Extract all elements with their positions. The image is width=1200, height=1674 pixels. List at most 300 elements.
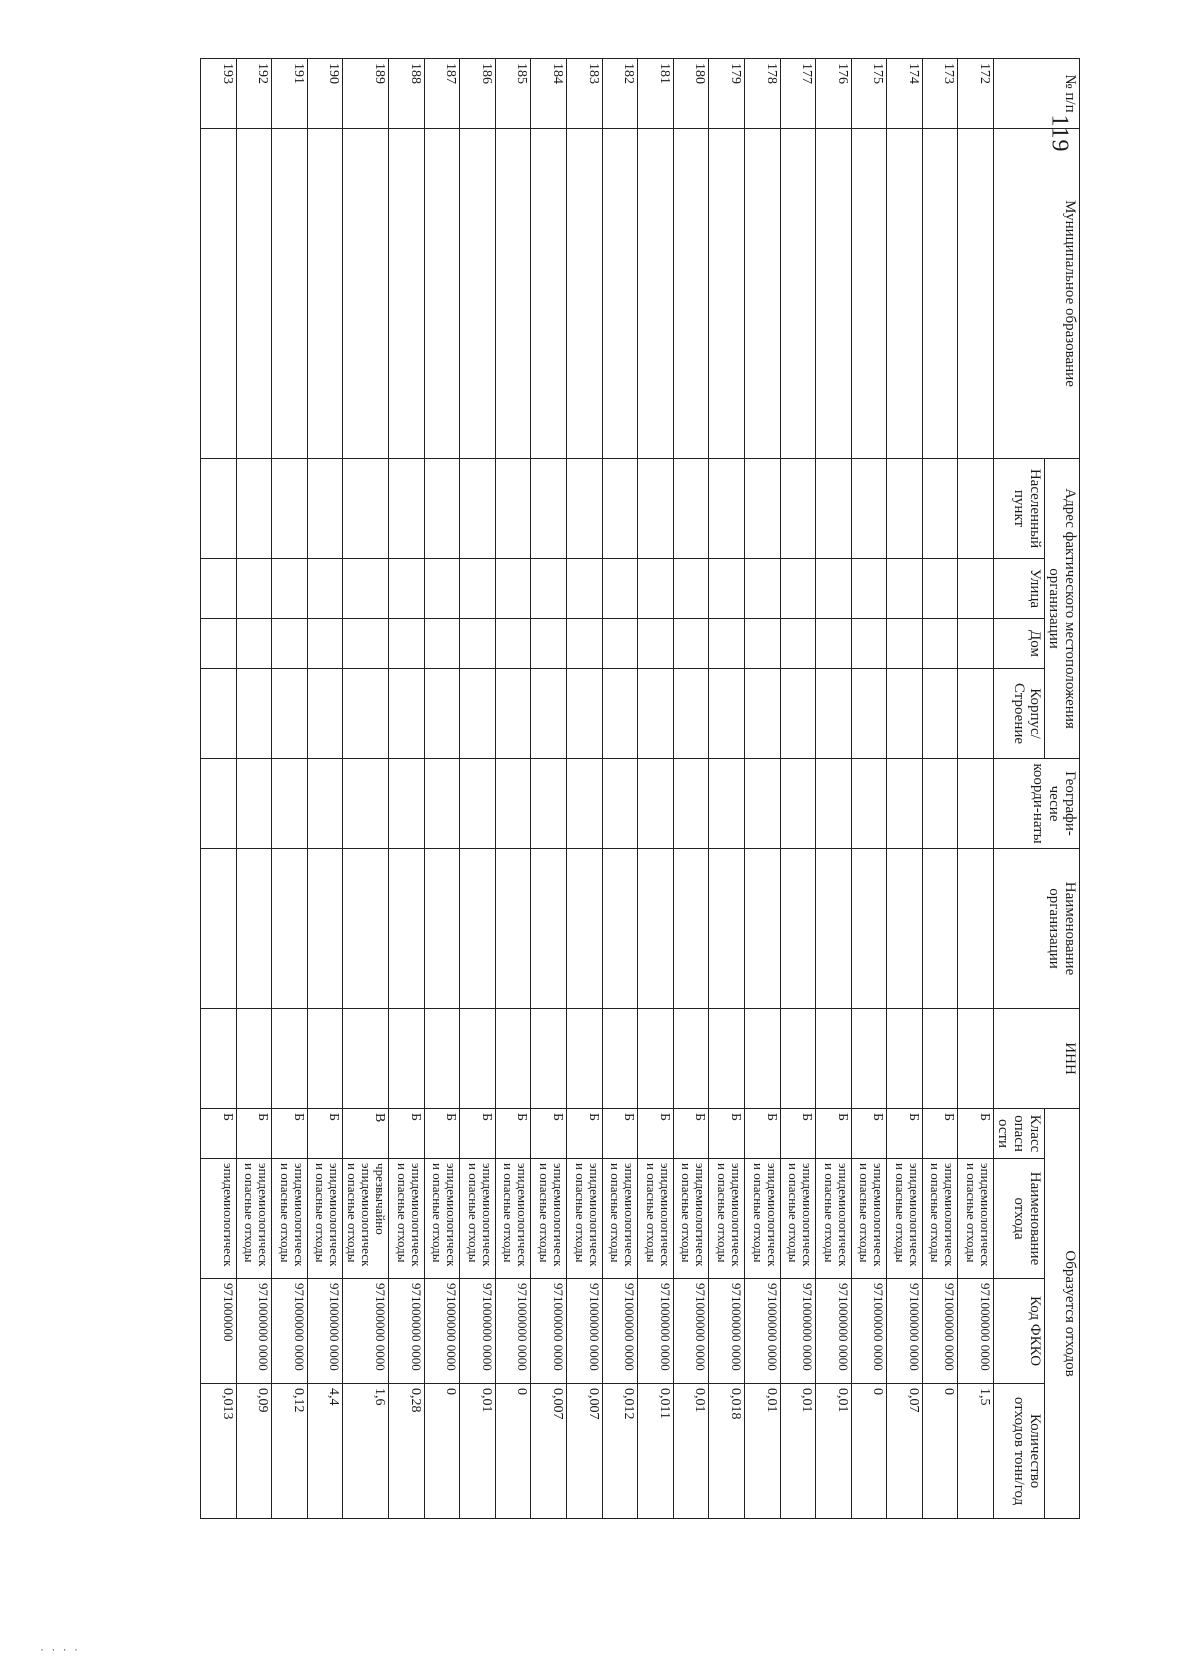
cell-org-name (922, 849, 958, 1009)
cell-org-name (567, 849, 603, 1009)
cell-waste-name: эпидемиологическ и опасные отходы (958, 1159, 994, 1279)
cell-coords (531, 759, 567, 849)
cell-coords (887, 759, 923, 849)
cell-municipality (673, 129, 709, 459)
cell-settlement (958, 459, 994, 559)
cell-no: 192 (236, 59, 272, 129)
cell-fkko-code: 971000000 0000 (389, 1279, 425, 1384)
cell-fkko-code: 971000000 0000 (567, 1279, 603, 1384)
cell-no: 174 (887, 59, 923, 129)
cell-no: 180 (673, 59, 709, 129)
cell-house (958, 619, 994, 669)
cell-house (567, 619, 603, 669)
table-row (201, 59, 237, 1519)
cell-no: 190 (307, 59, 343, 129)
cell-hazard-class: Б (816, 1109, 852, 1159)
cell-no: 183 (567, 59, 603, 129)
cell-inn (816, 1009, 852, 1109)
cell-hazard-class: Б (201, 1109, 237, 1159)
cell-street (602, 559, 638, 619)
cell-house (673, 619, 709, 669)
cell-org-name (201, 849, 237, 1009)
cell-municipality (389, 129, 425, 459)
cell-building (958, 669, 994, 759)
cell-waste-name: эпидемиологическ и опасные отходы (922, 1159, 958, 1279)
waste-register-table (200, 58, 1080, 1519)
cell-inn (236, 1009, 272, 1109)
cell-inn (887, 1009, 923, 1109)
cell-waste-name: эпидемиологическ и опасные отходы (567, 1159, 603, 1279)
cell-street (389, 559, 425, 619)
cell-municipality (424, 129, 460, 459)
header-building: Корпус/ Строение (994, 669, 1045, 759)
table-body (201, 59, 994, 1519)
cell-street (272, 559, 308, 619)
cell-street (567, 559, 603, 619)
table-row (673, 59, 709, 1519)
cell-waste-name: эпидемиологическ и опасные отходы (389, 1159, 425, 1279)
cell-waste-name: эпидемиологическ и опасные отходы (780, 1159, 816, 1279)
cell-org-name (638, 849, 674, 1009)
cell-fkko-code: 971000000 0000 (851, 1279, 887, 1384)
cell-fkko-code: 971000000 (201, 1279, 237, 1384)
cell-quantity: 1,5 (958, 1384, 994, 1519)
cell-coords (567, 759, 603, 849)
cell-no: 181 (638, 59, 674, 129)
cell-municipality (958, 129, 994, 459)
cell-building (495, 669, 531, 759)
cell-settlement (495, 459, 531, 559)
cell-settlement (236, 459, 272, 559)
cell-org-name (531, 849, 567, 1009)
cell-municipality (887, 129, 923, 459)
cell-no: 188 (389, 59, 425, 129)
header-hazard-class: Класс опасн ости (994, 1109, 1045, 1159)
cell-inn (201, 1009, 237, 1109)
cell-coords (424, 759, 460, 849)
table-row (851, 59, 887, 1519)
cell-waste-name: эпидемиологическ и опасные отходы (709, 1159, 745, 1279)
table-row (343, 59, 389, 1519)
cell-settlement (343, 459, 389, 559)
cell-org-name (307, 849, 343, 1009)
cell-quantity: 0,28 (389, 1384, 425, 1519)
cell-org-name (272, 849, 308, 1009)
table-row (424, 59, 460, 1519)
cell-quantity: 0,01 (460, 1384, 496, 1519)
cell-inn (424, 1009, 460, 1109)
cell-org-name (887, 849, 923, 1009)
cell-hazard-class: Б (958, 1109, 994, 1159)
cell-street (780, 559, 816, 619)
cell-hazard-class: Б (851, 1109, 887, 1159)
cell-inn (343, 1009, 389, 1109)
cell-house (851, 619, 887, 669)
cell-hazard-class: Б (389, 1109, 425, 1159)
cell-fkko-code: 971000000 0000 (673, 1279, 709, 1384)
cell-house (424, 619, 460, 669)
cell-quantity: 0,007 (531, 1384, 567, 1519)
cell-settlement (460, 459, 496, 559)
cell-no: 177 (780, 59, 816, 129)
cell-hazard-class: Б (709, 1109, 745, 1159)
cell-street (460, 559, 496, 619)
cell-street (816, 559, 852, 619)
cell-street (307, 559, 343, 619)
cell-org-name (780, 849, 816, 1009)
cell-quantity: 0 (495, 1384, 531, 1519)
table-row (816, 59, 852, 1519)
cell-coords (780, 759, 816, 849)
cell-no: 185 (495, 59, 531, 129)
cell-org-name (495, 849, 531, 1009)
cell-coords (201, 759, 237, 849)
cell-org-name (673, 849, 709, 1009)
cell-house (272, 619, 308, 669)
cell-coords (744, 759, 780, 849)
cell-quantity: 0,012 (602, 1384, 638, 1519)
cell-street (531, 559, 567, 619)
cell-no: 178 (744, 59, 780, 129)
cell-coords (602, 759, 638, 849)
cell-street (922, 559, 958, 619)
cell-hazard-class: Б (424, 1109, 460, 1159)
cell-org-name (424, 849, 460, 1009)
cell-fkko-code: 971000000 0000 (531, 1279, 567, 1384)
cell-quantity: 1,6 (343, 1384, 389, 1519)
cell-building (531, 669, 567, 759)
cell-settlement (851, 459, 887, 559)
cell-settlement (744, 459, 780, 559)
cell-fkko-code: 971000000 0000 (460, 1279, 496, 1384)
cell-municipality (567, 129, 603, 459)
cell-coords (709, 759, 745, 849)
table-row (307, 59, 343, 1519)
cell-quantity: 0,12 (272, 1384, 308, 1519)
cell-municipality (816, 129, 852, 459)
cell-no: 191 (272, 59, 308, 129)
cell-municipality (638, 129, 674, 459)
cell-settlement (887, 459, 923, 559)
cell-quantity: 0,01 (816, 1384, 852, 1519)
cell-building (780, 669, 816, 759)
cell-municipality (531, 129, 567, 459)
cell-hazard-class: Б (744, 1109, 780, 1159)
cell-street (424, 559, 460, 619)
header-street: Улица (994, 559, 1045, 619)
cell-hazard-class: Б (638, 1109, 674, 1159)
cell-no: 186 (460, 59, 496, 129)
cell-waste-name: эпидемиологическ и опасные отходы (531, 1159, 567, 1279)
cell-hazard-class: Б (460, 1109, 496, 1159)
page-number: 119 (1046, 114, 1073, 153)
cell-hazard-class: В (343, 1109, 389, 1159)
cell-building (887, 669, 923, 759)
cell-waste-name: эпидемиологическ и опасные отходы (638, 1159, 674, 1279)
cell-street (495, 559, 531, 619)
cell-quantity: 0 (424, 1384, 460, 1519)
cell-waste-name: эпидемиологическ и опасные отходы (816, 1159, 852, 1279)
table-row (744, 59, 780, 1519)
table-row (460, 59, 496, 1519)
cell-fkko-code: 971000000 0000 (709, 1279, 745, 1384)
cell-municipality (343, 129, 389, 459)
cell-hazard-class: Б (236, 1109, 272, 1159)
cell-house (236, 619, 272, 669)
cell-building (744, 669, 780, 759)
cell-municipality (201, 129, 237, 459)
cell-settlement (922, 459, 958, 559)
table-row (780, 59, 816, 1519)
cell-street (673, 559, 709, 619)
cell-house (495, 619, 531, 669)
cell-settlement (389, 459, 425, 559)
cell-fkko-code: 971000000 0000 (638, 1279, 674, 1384)
cell-fkko-code: 971000000 0000 (424, 1279, 460, 1384)
cell-building (343, 669, 389, 759)
header-inn: ИНН (994, 1009, 1080, 1109)
cell-fkko-code: 971000000 0000 (343, 1279, 389, 1384)
cell-no: 179 (709, 59, 745, 129)
cell-quantity: 0,007 (567, 1384, 603, 1519)
cell-settlement (673, 459, 709, 559)
cell-coords (343, 759, 389, 849)
cell-hazard-class: Б (922, 1109, 958, 1159)
cell-building (673, 669, 709, 759)
cell-building (424, 669, 460, 759)
cell-inn (495, 1009, 531, 1109)
cell-quantity: 0,01 (780, 1384, 816, 1519)
table-row (236, 59, 272, 1519)
table-row (922, 59, 958, 1519)
cell-waste-name: эпидемиологическ и опасные отходы (602, 1159, 638, 1279)
cell-quantity: 0 (851, 1384, 887, 1519)
cell-fkko-code: 971000000 0000 (887, 1279, 923, 1384)
cell-waste-name: эпидемиологическ и опасные отходы (236, 1159, 272, 1279)
cell-hazard-class: Б (307, 1109, 343, 1159)
table-row (958, 59, 994, 1519)
header-coords: Географи-чесие коорди-наты (994, 759, 1080, 849)
cell-building (307, 669, 343, 759)
cell-house (709, 619, 745, 669)
cell-house (343, 619, 389, 669)
cell-waste-name: эпидемиологическ и опасные отходы (272, 1159, 308, 1279)
cell-street (744, 559, 780, 619)
header-waste-name: Наименование отхода (994, 1159, 1045, 1279)
cell-coords (673, 759, 709, 849)
cell-no: 172 (958, 59, 994, 129)
cell-building (709, 669, 745, 759)
cell-no: 176 (816, 59, 852, 129)
cell-org-name (389, 849, 425, 1009)
cell-fkko-code: 971000000 0000 (780, 1279, 816, 1384)
cell-no: 173 (922, 59, 958, 129)
waste-register-table-rotated (200, 58, 1080, 1518)
cell-house (531, 619, 567, 669)
header-house: Дом (994, 619, 1045, 669)
cell-fkko-code: 971000000 0000 (236, 1279, 272, 1384)
cell-building (460, 669, 496, 759)
cell-waste-name: эпидемиологическ и опасные отходы (887, 1159, 923, 1279)
cell-municipality (602, 129, 638, 459)
footer-mark: · · · · (40, 1642, 80, 1656)
cell-no: 189 (343, 59, 389, 129)
cell-building (389, 669, 425, 759)
cell-street (709, 559, 745, 619)
cell-org-name (958, 849, 994, 1009)
cell-municipality (495, 129, 531, 459)
cell-coords (272, 759, 308, 849)
cell-house (602, 619, 638, 669)
cell-street (201, 559, 237, 619)
header-quantity: Количество отходов тонн/год (994, 1384, 1045, 1519)
cell-fkko-code: 971000000 0000 (744, 1279, 780, 1384)
cell-no: 182 (602, 59, 638, 129)
cell-building (236, 669, 272, 759)
cell-building (602, 669, 638, 759)
cell-hazard-class: Б (567, 1109, 603, 1159)
cell-hazard-class: Б (673, 1109, 709, 1159)
cell-hazard-class: Б (531, 1109, 567, 1159)
cell-inn (780, 1009, 816, 1109)
table-row (495, 59, 531, 1519)
cell-coords (816, 759, 852, 849)
cell-quantity: 0,018 (709, 1384, 745, 1519)
cell-quantity: 4,4 (307, 1384, 343, 1519)
cell-inn (744, 1009, 780, 1109)
cell-coords (495, 759, 531, 849)
cell-hazard-class: Б (602, 1109, 638, 1159)
table-row (567, 59, 603, 1519)
cell-hazard-class: Б (887, 1109, 923, 1159)
table-row (602, 59, 638, 1519)
cell-municipality (744, 129, 780, 459)
cell-house (887, 619, 923, 669)
cell-org-name (709, 849, 745, 1009)
cell-municipality (709, 129, 745, 459)
cell-coords (389, 759, 425, 849)
cell-inn (602, 1009, 638, 1109)
cell-quantity: 0,01 (673, 1384, 709, 1519)
cell-quantity: 0,011 (638, 1384, 674, 1519)
cell-no: 184 (531, 59, 567, 129)
cell-settlement (602, 459, 638, 559)
cell-house (922, 619, 958, 669)
cell-settlement (780, 459, 816, 559)
header-org-name: Наименование организации (994, 849, 1080, 1009)
cell-quantity: 0,013 (201, 1384, 237, 1519)
cell-org-name (460, 849, 496, 1009)
cell-settlement (531, 459, 567, 559)
cell-waste-name: эпидемиологическ и опасные отходы (460, 1159, 496, 1279)
cell-org-name (236, 849, 272, 1009)
cell-org-name (851, 849, 887, 1009)
cell-settlement (272, 459, 308, 559)
cell-house (638, 619, 674, 669)
header-waste-group: Образуется отходов (1045, 1109, 1080, 1519)
cell-house (307, 619, 343, 669)
cell-coords (851, 759, 887, 849)
cell-house (389, 619, 425, 669)
table-row (638, 59, 674, 1519)
cell-org-name (816, 849, 852, 1009)
cell-coords (236, 759, 272, 849)
cell-coords (958, 759, 994, 849)
cell-municipality (780, 129, 816, 459)
cell-settlement (567, 459, 603, 559)
table-row (709, 59, 745, 1519)
cell-inn (272, 1009, 308, 1109)
cell-fkko-code: 971000000 0000 (272, 1279, 308, 1384)
header-fkko-code: Код ФККО (994, 1279, 1045, 1384)
header-settlement: Населенный пункт (994, 459, 1045, 559)
cell-municipality (851, 129, 887, 459)
cell-street (851, 559, 887, 619)
cell-waste-name: эпидемиологическ и опасные отходы (851, 1159, 887, 1279)
cell-street (638, 559, 674, 619)
table-row (389, 59, 425, 1519)
cell-org-name (602, 849, 638, 1009)
cell-waste-name: эпидемиологическ и опасные отходы (307, 1159, 343, 1279)
cell-municipality (307, 129, 343, 459)
cell-building (816, 669, 852, 759)
cell-inn (638, 1009, 674, 1109)
cell-inn (673, 1009, 709, 1109)
cell-settlement (638, 459, 674, 559)
cell-coords (638, 759, 674, 849)
cell-street (343, 559, 389, 619)
cell-quantity: 0,09 (236, 1384, 272, 1519)
cell-quantity: 0,01 (744, 1384, 780, 1519)
cell-inn (709, 1009, 745, 1109)
cell-inn (389, 1009, 425, 1109)
cell-fkko-code: 971000000 0000 (602, 1279, 638, 1384)
cell-municipality (460, 129, 496, 459)
cell-street (887, 559, 923, 619)
cell-street (236, 559, 272, 619)
header-address-group: Адрес фактического местоположения организации (1045, 459, 1080, 759)
cell-inn (307, 1009, 343, 1109)
cell-hazard-class: Б (272, 1109, 308, 1159)
table-row (887, 59, 923, 1519)
cell-house (816, 619, 852, 669)
cell-hazard-class: Б (495, 1109, 531, 1159)
cell-fkko-code: 971000000 0000 (816, 1279, 852, 1384)
cell-house (201, 619, 237, 669)
cell-inn (922, 1009, 958, 1109)
cell-fkko-code: 971000000 0000 (495, 1279, 531, 1384)
cell-building (638, 669, 674, 759)
cell-house (780, 619, 816, 669)
cell-building (851, 669, 887, 759)
cell-settlement (709, 459, 745, 559)
cell-hazard-class: Б (780, 1109, 816, 1159)
cell-fkko-code: 971000000 0000 (958, 1279, 994, 1384)
cell-fkko-code: 971000000 0000 (307, 1279, 343, 1384)
cell-settlement (424, 459, 460, 559)
cell-settlement (201, 459, 237, 559)
cell-building (201, 669, 237, 759)
cell-building (567, 669, 603, 759)
cell-waste-name: эпидемиологическ и опасные отходы (424, 1159, 460, 1279)
cell-waste-name: чрезвычайно эпидемиологическ и опасные отходы (343, 1159, 389, 1279)
cell-inn (460, 1009, 496, 1109)
cell-waste-name: эпидемиологическ и опасные отходы (495, 1159, 531, 1279)
cell-house (460, 619, 496, 669)
cell-no: 193 (201, 59, 237, 129)
cell-quantity: 0,07 (887, 1384, 923, 1519)
cell-no: 175 (851, 59, 887, 129)
